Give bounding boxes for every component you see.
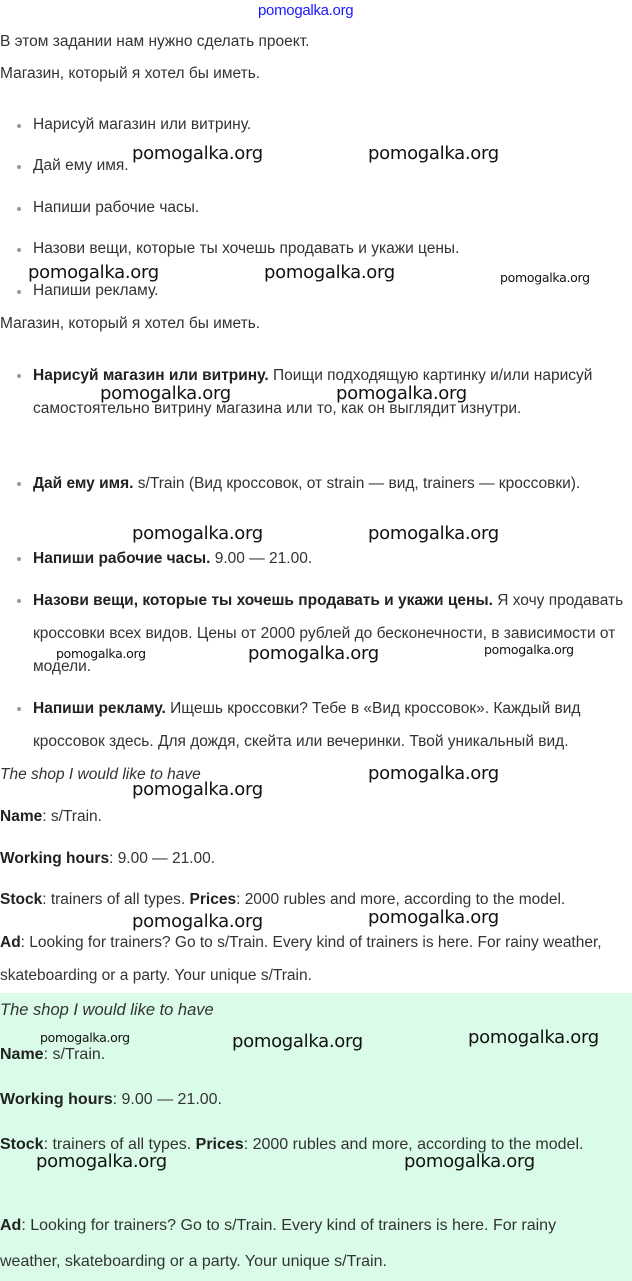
item-bold: Дай ему имя. [33,475,134,492]
watermark: pomogalka.org [336,383,467,404]
label: Ad [0,1217,22,1234]
list-item: Напиши рекламу. [33,282,159,299]
watermark: pomogalka.org [132,523,263,544]
ad-line [0,926,632,992]
watermark: pomogalka.org [132,143,263,164]
answer-title-en: The shop I would like to have [0,1001,214,1019]
list-item [33,542,631,575]
list-item: Дай ему имя. [33,157,129,174]
watermark: pomogalka.org [258,2,354,19]
item-text: s/Train (Вид кроссовок, от strain — вид, trainers — кроссовки). [133,475,581,492]
list-item [33,584,631,683]
value: : s/Train. [43,1046,106,1063]
label: Name [0,808,43,825]
watermark: pomogalka.org [468,1027,599,1048]
watermark: pomogalka.org [40,1030,130,1045]
item-bold: Напиши рабочие часы. [33,550,211,567]
label: Ad [0,934,21,951]
value: : Looking for trainers? Go to s/Train. Every kind of trainers is here. For rainy weather, skateboarding or a party. Your unique s/Train. [0,934,602,984]
watermark: pomogalka.org [36,1151,167,1172]
label: Stock [0,1136,44,1153]
list-item [33,692,631,758]
list-item: Назови вещи, которые ты хочешь продавать и укажи цены. [33,240,460,257]
label: Name [0,1046,44,1063]
watermark: pomogalka.org [264,262,395,283]
watermark: pomogalka.org [368,143,499,164]
item-bold: Напиши рекламу. [33,700,166,717]
answer-title-ru: Магазин, который я хотел бы иметь. [0,315,261,332]
label: Prices [195,1136,244,1153]
value: : s/Train. [42,808,102,825]
watermark: pomogalka.org [368,763,499,784]
answer-title-en: The shop I would like to have [0,766,201,783]
list-item: Нарисуй магазин или витрину. [33,116,252,133]
value: : trainers of all types. [42,891,190,908]
watermark: pomogalka.org [484,642,574,657]
watermark: pomogalka.org [404,1151,535,1172]
item-bold: Назови вещи, которые ты хочешь продавать и укажи цены. [33,592,493,609]
label: Prices [189,891,237,908]
watermark: pomogalka.org [248,643,379,664]
value: : 2000 rubles and more, according to the model. [236,891,566,908]
watermark: pomogalka.org [100,383,231,404]
hours-line [0,1090,222,1110]
value: : Looking for trainers? Go to s/Train. Every kind of trainers is here. For rainy weather, skateboarding or a party. Your unique s/Train. [0,1217,557,1270]
list-item: Напиши рабочие часы. [33,199,200,216]
value: : trainers of all types. [43,1136,196,1153]
intro-text: В этом задании нам нужно сделать проект. [0,33,310,50]
list-item [33,467,631,500]
watermark: pomogalka.org [368,907,499,928]
value: : 9.00 — 21.00. [109,850,216,867]
value: : 9.00 — 21.00. [112,1091,222,1108]
watermark: pomogalka.org [56,646,146,661]
watermark: pomogalka.org [132,779,263,800]
item-bold: Нарисуй магазин или витрину. [33,367,269,384]
item-text: Ищешь кроссовки? Тебе в «Вид кроссовок». Каждый вид кроссовок здесь. Для дождя, скейта или вечеринки. Твой уникальный вид. [33,700,581,750]
name-line [0,1045,105,1065]
watermark: pomogalka.org [132,911,263,932]
item-text: 9.00 — 21.00. [210,550,313,567]
hours-line [0,849,215,869]
watermark: pomogalka.org [28,262,159,283]
value: : 2000 rubles and more, according to the model. [243,1136,584,1153]
watermark: pomogalka.org [500,270,590,285]
label: Working hours [0,850,110,867]
ad-line [0,1208,620,1280]
intro-subtitle: Магазин, который я хотел бы иметь. [0,65,261,82]
label: Working hours [0,1091,113,1108]
label: Stock [0,891,43,908]
item-text: Поищи подходящую картинку и/или нарисуй самостоятельно витрину магазина или то, как он выглядит изнутри. [33,367,593,417]
name-line [0,807,102,827]
item-text: Я хочу продавать кроссовки всех видов. Цены от 2000 рублей до бесконечности, в зависимости от модели. [33,592,624,675]
watermark: pomogalka.org [232,1031,363,1052]
watermark: pomogalka.org [368,523,499,544]
